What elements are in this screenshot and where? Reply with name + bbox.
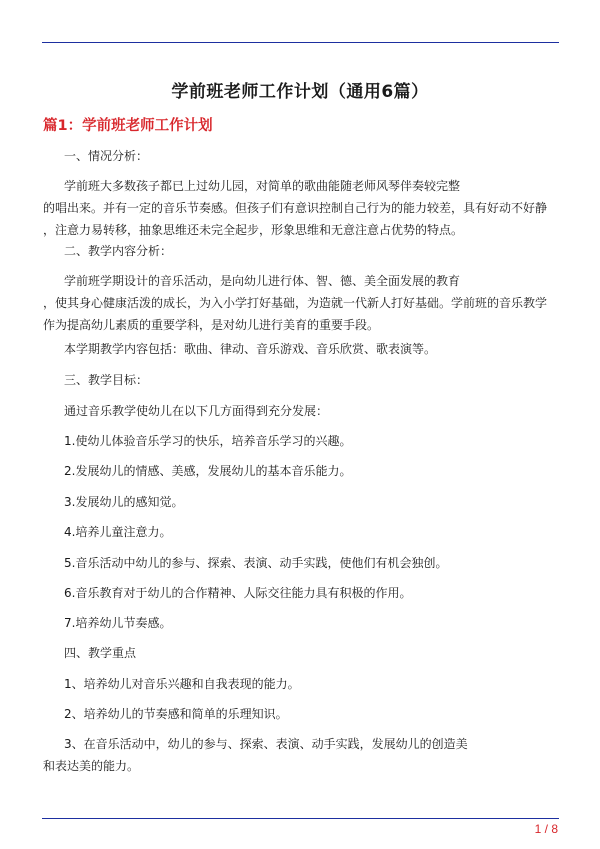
- paragraph-line: 三、教学目标：: [64, 373, 149, 387]
- paragraph-line: 作为提高幼儿素质的重要学科，是对幼儿进行美育的重要手段。: [43, 318, 380, 332]
- page-number: 1 / 8: [534, 822, 558, 836]
- paragraph-line: 7.培养幼儿节奏感。: [64, 616, 172, 630]
- paragraph-line: 6.音乐教育对于幼儿的合作精神、人际交往能力具有积极的作用。: [64, 586, 412, 600]
- paragraph-heading: [43, 240, 584, 262]
- list-item: [43, 703, 584, 725]
- paragraph-line: 学前班学期设计的音乐活动，是向幼儿进行体、智、德、美全面发展的教育: [64, 274, 461, 288]
- paragraph-line: 1、培养幼儿对音乐兴趣和自我表现的能力。: [64, 677, 300, 691]
- paragraph-line: 2、培养幼儿的节奏感和简单的乐理知识。: [64, 707, 288, 721]
- paragraph-line: 4.培养儿童注意力。: [64, 525, 172, 539]
- paragraph-line: 2.发展幼儿的情感、美感，发展幼儿的基本音乐能力。: [64, 464, 352, 478]
- paragraph: [43, 270, 563, 336]
- paragraph-heading: [43, 642, 584, 664]
- list-item: [43, 521, 584, 543]
- paragraph-line: 3、在音乐活动中，幼儿的参与、探索、表演、动手实践，发展幼儿的创造美: [64, 737, 468, 751]
- list-item: [43, 552, 584, 574]
- paragraph-line: 学前班大多数孩子都已上过幼儿园，对简单的歌曲能随老师风琴伴奏较完整: [64, 179, 461, 193]
- list-item: [43, 430, 584, 452]
- list-item: [43, 491, 584, 513]
- paragraph: [43, 338, 584, 360]
- paragraph: [43, 175, 563, 241]
- paragraph-line: 1.使幼儿体验音乐学习的快乐，培养音乐学习的兴趣。: [64, 434, 352, 448]
- paragraph-line: 3.发展幼儿的感知觉。: [64, 495, 184, 509]
- paragraph-line: 5.音乐活动中幼儿的参与、探索、表演、动手实践，使他们有机会独创。: [64, 556, 448, 570]
- paragraph-heading: [43, 145, 584, 167]
- paragraph-line: ，使其身心健康活泼的成长，为入小学打好基础，为造就一代新人打好基础。学前班的音乐教学: [43, 296, 548, 310]
- header-rule: [42, 42, 559, 43]
- document-title: 学前班老师工作计划（通用6篇）: [171, 82, 429, 102]
- paragraph-line: ，注意力易转移，抽象思维还未完全起步，形象思维和无意注意占优势的特点。: [43, 223, 464, 237]
- paragraph-line: 一、情况分析：: [64, 149, 149, 163]
- list-item: [43, 612, 584, 634]
- list-item: [43, 582, 584, 604]
- list-item: [43, 460, 584, 482]
- paragraph-line: 本学期教学内容包括：歌曲、律动、音乐游戏、音乐欣赏、歌表演等。: [64, 342, 437, 356]
- paragraph-line: 和表达美的能力。: [43, 759, 140, 773]
- paragraph-line: 二、教学内容分析：: [64, 244, 173, 258]
- list-item: [43, 733, 563, 777]
- list-item: [43, 673, 584, 695]
- paragraph-line: 通过音乐教学使幼儿在以下几方面得到充分发展：: [64, 404, 329, 418]
- section-title: 篇1：学前班老师工作计划: [43, 118, 213, 134]
- footer-rule: [42, 818, 559, 819]
- paragraph: [43, 400, 584, 422]
- paragraph-line: 四、教学重点: [64, 646, 137, 660]
- paragraph-line: 的唱出来。并有一定的音乐节奏感。但孩子们有意识控制自己行为的能力较差，具有好动不好静: [43, 201, 548, 215]
- paragraph-heading: [43, 369, 584, 391]
